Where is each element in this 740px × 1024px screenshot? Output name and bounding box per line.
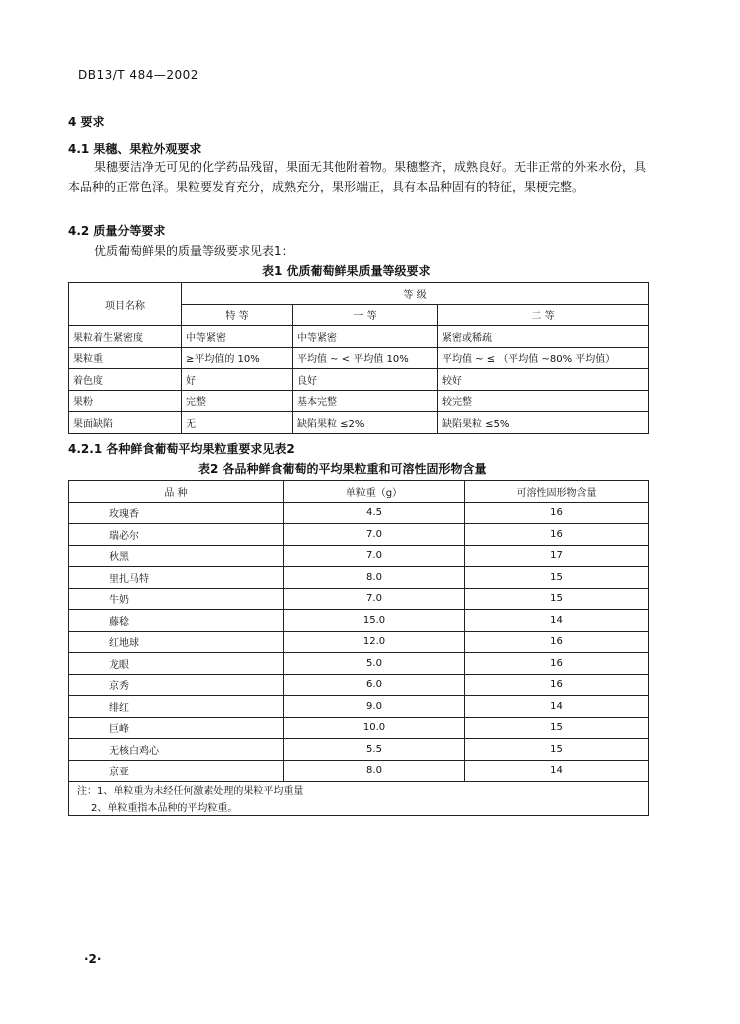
table-row (69, 567, 649, 589)
weight-cell: 10.0 (284, 717, 465, 739)
weight-cell: 6.0 (284, 674, 465, 696)
table-row (69, 739, 649, 761)
weight-cell: 9.0 (284, 696, 465, 718)
cell: 较好 (438, 369, 649, 391)
table-row (69, 390, 649, 412)
solids-cell: 14 (465, 610, 649, 632)
weight-cell: 5.5 (284, 739, 465, 761)
table1-caption: 表1 优质葡萄鲜果质量等级要求 (262, 264, 431, 278)
page-number: ·2· (84, 952, 102, 966)
cell: 中等紧密 (182, 326, 293, 348)
section-4-heading: 4 要求 (68, 115, 105, 129)
variety-cell: 瑞必尔 (69, 524, 284, 546)
grade-second-header: 二 等 (438, 304, 649, 326)
row-name: 果面缺陷 (69, 412, 182, 434)
solids-cell: 15 (465, 588, 649, 610)
weight-cell: 12.0 (284, 631, 465, 653)
cell: 紧密或稀疏 (438, 326, 649, 348)
standard-code: DB13/T 484—2002 (78, 68, 199, 82)
variety-cell: 红地球 (69, 631, 284, 653)
table-row (69, 653, 649, 675)
cell: 平均值 ~ < 平均值 10% (293, 347, 438, 369)
table-row (69, 502, 649, 524)
weight-cell: 7.0 (284, 545, 465, 567)
solids-cell: 16 (465, 653, 649, 675)
section-4-1-text: 果穗要洁净无可见的化学药品残留，果面无其他附着物。果穗整齐，成熟良好。无非正常的外来水份，具本品种的正常色泽。果粒要发育充分，成熟充分，果形端正，具有本品种固有的特征，果梗完整。 (68, 160, 647, 194)
variety-weight-table (68, 480, 649, 782)
cell: 好 (182, 369, 293, 391)
table-row (69, 369, 649, 391)
row-name: 果粉 (69, 390, 182, 412)
solids-cell: 14 (465, 696, 649, 718)
solids-header: 可溶性固形物含量 (465, 481, 649, 503)
table-row (69, 696, 649, 718)
row-name: 着色度 (69, 369, 182, 391)
table-row (69, 347, 649, 369)
table-row (69, 610, 649, 632)
table-row (69, 717, 649, 739)
variety-cell: 秋黑 (69, 545, 284, 567)
cell: 缺陷果粒 ≤2% (293, 412, 438, 434)
cell: 无 (182, 412, 293, 434)
variety-header: 品 种 (69, 481, 284, 503)
solids-cell: 15 (465, 739, 649, 761)
cell: 基本完整 (293, 390, 438, 412)
cell: 缺陷果粒 ≤5% (438, 412, 649, 434)
solids-cell: 16 (465, 502, 649, 524)
variety-cell: 京亚 (69, 760, 284, 782)
variety-cell: 绯红 (69, 696, 284, 718)
grade-special-header: 特 等 (182, 304, 293, 326)
variety-cell: 无核白鸡心 (69, 739, 284, 761)
solids-cell: 16 (465, 524, 649, 546)
table-row (69, 588, 649, 610)
variety-cell: 玫瑰香 (69, 502, 284, 524)
quality-grade-table (68, 282, 649, 434)
solids-cell: 14 (465, 760, 649, 782)
solids-cell: 16 (465, 631, 649, 653)
weight-cell: 7.0 (284, 524, 465, 546)
table-row (69, 412, 649, 434)
cell: 平均值 ~ ≤ （平均值 ~80% 平均值） (438, 347, 649, 369)
table2-caption: 表2 各品种鲜食葡萄的平均果粒重和可溶性固形物含量 (198, 462, 487, 476)
weight-cell: 5.0 (284, 653, 465, 675)
cell: 中等紧密 (293, 326, 438, 348)
table-row (69, 545, 649, 567)
weight-cell: 4.5 (284, 502, 465, 524)
grade-header: 等 级 (182, 283, 649, 305)
row-name: 果粒着生紧密度 (69, 326, 182, 348)
variety-cell: 牛奶 (69, 588, 284, 610)
cell: ≥平均值的 10% (182, 347, 293, 369)
table2-notes (68, 778, 649, 816)
section-4-2-1-heading: 4.2.1 各种鲜食葡萄平均果粒重要求见表2 (68, 442, 295, 456)
variety-cell: 龙眼 (69, 653, 284, 675)
row-name: 果粒重 (69, 347, 182, 369)
table-row (69, 326, 649, 348)
variety-cell: 里扎马特 (69, 567, 284, 589)
note-1: 注：1、单粒重为未经任何激素处理的果粒平均重量 (77, 786, 304, 797)
table-row (69, 631, 649, 653)
item-name-header: 项目名称 (69, 283, 182, 326)
weight-cell: 8.0 (284, 760, 465, 782)
variety-cell: 巨峰 (69, 717, 284, 739)
variety-cell: 京秀 (69, 674, 284, 696)
cell: 完整 (182, 390, 293, 412)
weight-cell: 15.0 (284, 610, 465, 632)
section-4-2-heading: 4.2 质量分等要求 (68, 224, 166, 238)
solids-cell: 16 (465, 674, 649, 696)
solids-cell: 15 (465, 717, 649, 739)
solids-cell: 17 (465, 545, 649, 567)
weight-cell: 7.0 (284, 588, 465, 610)
weight-cell: 8.0 (284, 567, 465, 589)
table-row (69, 524, 649, 546)
cell: 良好 (293, 369, 438, 391)
note-2: 2、单粒重指本品种的平均粒重。 (91, 803, 238, 814)
section-4-2-text: 优质葡萄鲜果的质量等级要求见表1： (94, 244, 294, 258)
variety-cell: 藤稔 (69, 610, 284, 632)
cell: 较完整 (438, 390, 649, 412)
grade-first-header: 一 等 (293, 304, 438, 326)
solids-cell: 15 (465, 567, 649, 589)
weight-header: 单粒重（g） (284, 481, 465, 503)
section-4-1-heading: 4.1 果穗、果粒外观要求 (68, 142, 202, 156)
table-row (69, 674, 649, 696)
